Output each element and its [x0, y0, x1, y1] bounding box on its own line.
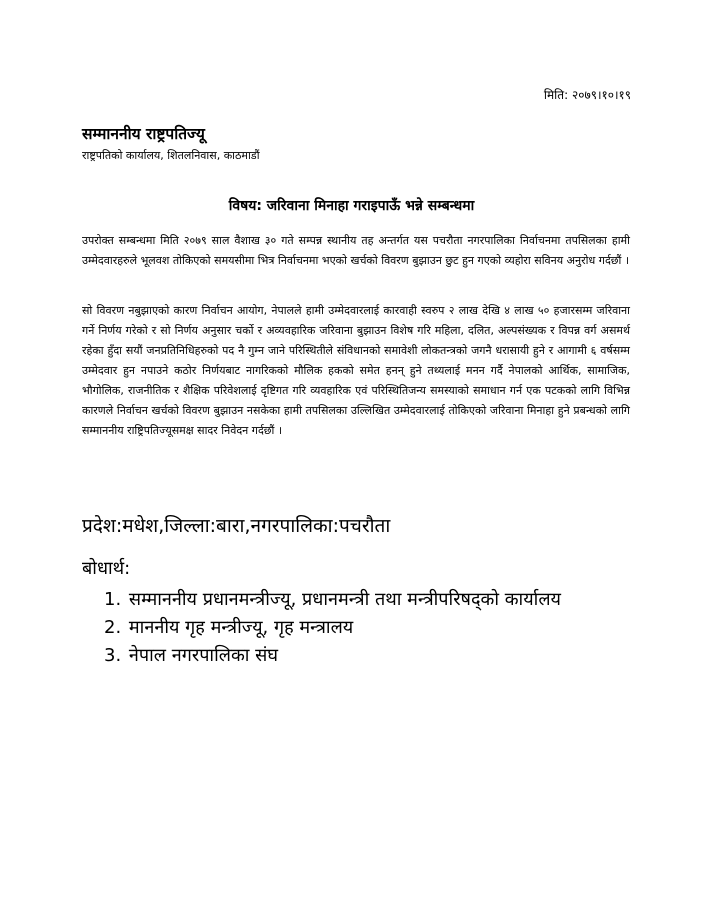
- cc-list: [104, 586, 561, 670]
- letter-subject: विषय: जरिवाना मिनाहा गराइपाऊँ भन्ने सम्बन्धमा: [228, 198, 475, 214]
- cc-item-number: 1.: [104, 589, 122, 610]
- body-paragraph-1: उपरोक्त सम्बन्धमा मिति २०७९ साल वैशाख ३० गते सम्पन्न स्थानीय तह अन्तर्गत यस पचरौता नगरपालिका निर्वाचनमा तपसिलका हामी उम्मेदवारहरुले भूलवश तोकिएको समयसीमा भित्र निर्वाचनमा भएको खर्चको विवरण बुझाउन छुट हुन गएको व्यहोरा सविनय अनुरोध गर्दछौं ।: [82, 234, 630, 267]
- cc-item-number: 3.: [104, 645, 122, 666]
- body-paragraph-2: सो विवरण नबुझाएको कारण निर्वाचन आयोग, नेपालले हामी उम्मेदवारलाई कारवाही स्वरुप २ लाख देखि ४ लाख ५० हजारसम्म जरिवाना गर्ने निर्णय गरेको र सो निर्णय अनुसार चर्को र अव्यवहारिक जरिवाना बुझाउन विशेष गरि महिला, दलित, अल्पसंख्यक र विपन्न वर्ग असमर्थ रहेका हुँदा सयौं जनप्रतिनिधिहरुको पद नै गुम्न जाने परिस्थितीले संविधानको समावेशी लोकतन्त्रको जगनै धरासायी हुने र आगामी ६ वर्षसम्म उम्मेदवार हुन नपाउने कठोर निर्णयबाट नागरिकको मौलिक हकको समेत हनन् हुने तथ्यलाई मनन गर्दै नेपालको आर्थिक, सामाजिक, भौगोलिक, राजनीतिक र शैक्षिक परिवेशलाई दृष्टिगत गरि व्यवहारिक एवं परिस्थितिजन्य समस्याको समाधान गर्न एक पटकको लागि विभिन्न कारणले निर्वाचन खर्चको विवरण बुझाउन नसकेका हामी तपसिलका उल्लिखित उम्मेदवारलाई तोकिएको जरिवाना मिनाहा हुने प्रबन्धको लागि सम्माननीय राष्ट्रिपतिज्यूसमक्ष सादर निवेदन गर्दछौं ।: [82, 304, 630, 437]
- cc-item: [104, 586, 561, 614]
- location-line: प्रदेश:मधेश,जिल्ला:बारा,नगरपालिका:पचरौता: [82, 515, 391, 537]
- cc-item-text: नेपाल नगरपालिका संघ: [128, 645, 278, 666]
- cc-item: [104, 642, 561, 670]
- letter-date: मिति: २०७९।१०।१९: [543, 88, 631, 102]
- recipient-title: सम्माननीय राष्ट्रपतिज्यू: [82, 125, 205, 143]
- cc-item: [104, 614, 561, 642]
- cc-item-text: माननीय गृह मन्त्रीज्यू, गृह मन्त्रालय: [128, 617, 354, 638]
- cc-item-text: सम्माननीय प्रधानमन्त्रीज्यू, प्रधानमन्त्री तथा मन्त्रीपरिषद्को कार्यालय: [128, 589, 561, 610]
- cc-item-number: 2.: [104, 617, 122, 638]
- cc-heading: बोधार्थ:: [82, 558, 131, 579]
- recipient-address: राष्ट्रपतिको कार्यालय, शितलनिवास, काठमाडौं: [82, 149, 260, 162]
